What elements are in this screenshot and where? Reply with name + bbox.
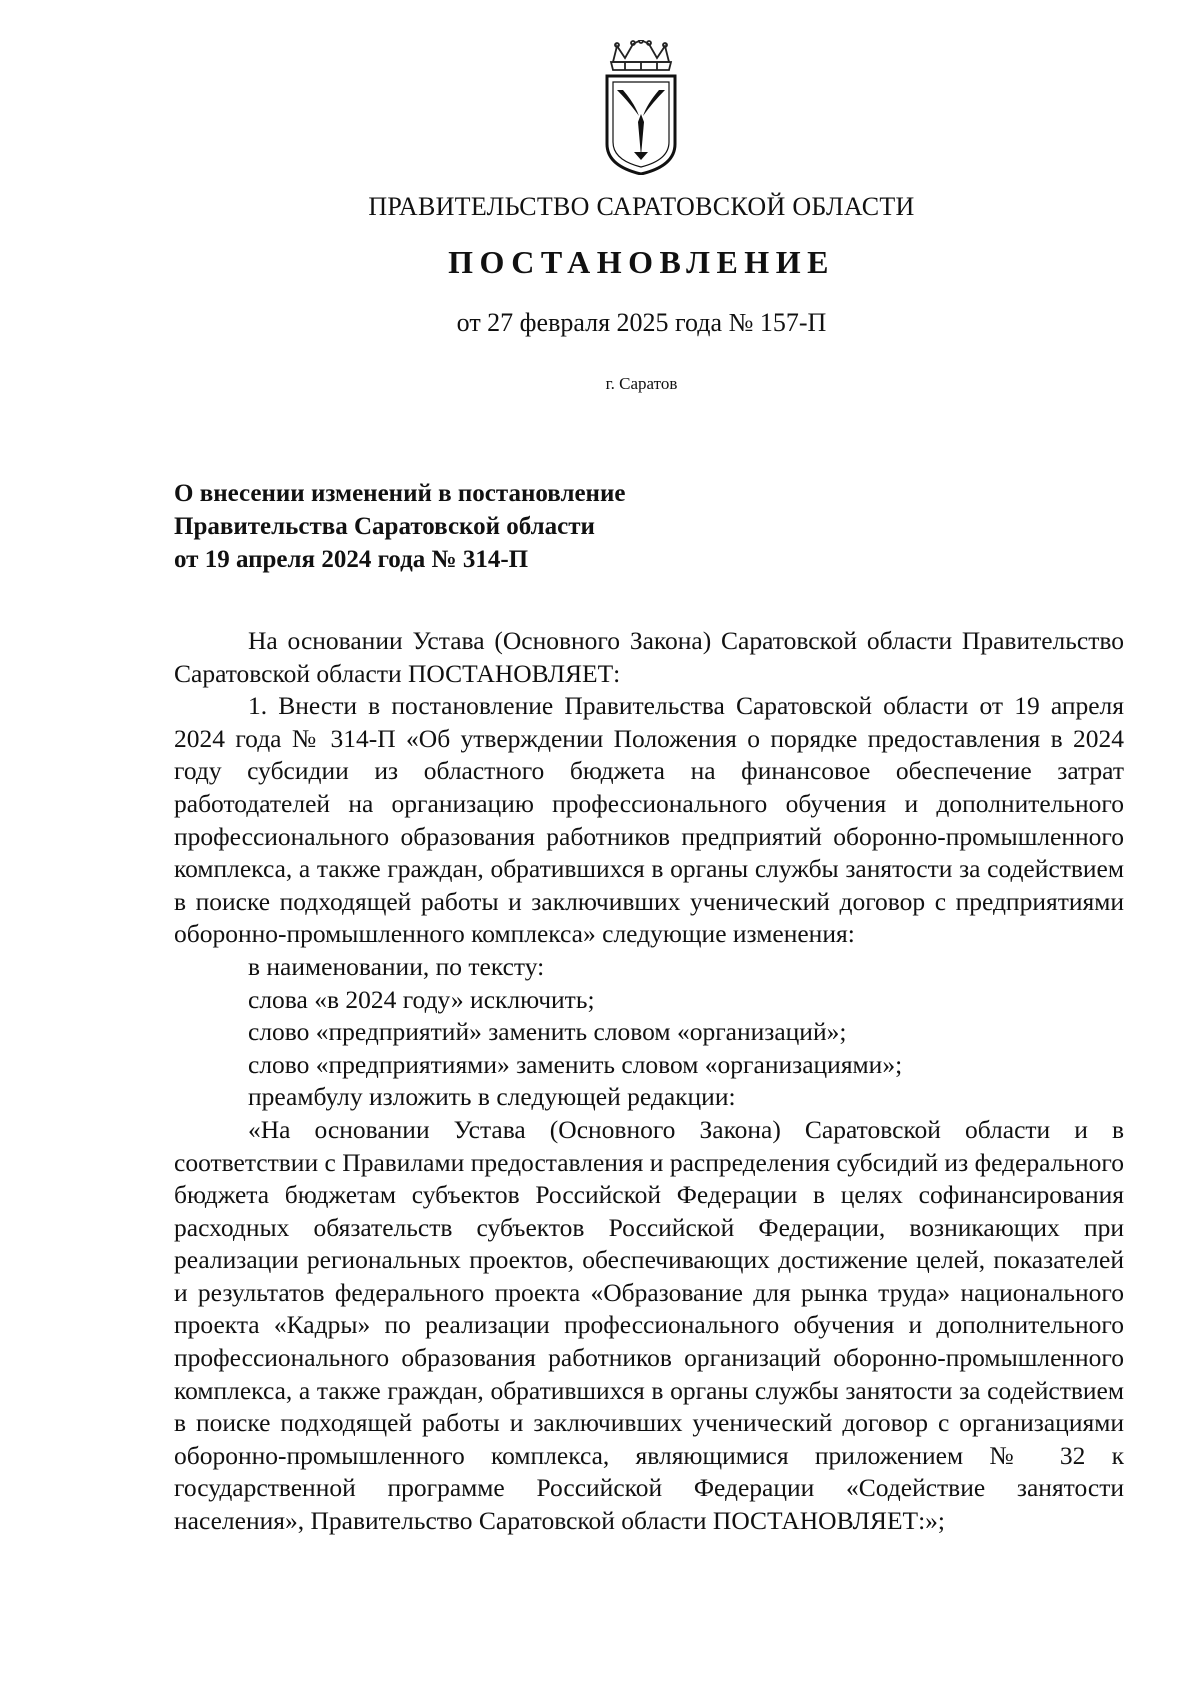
paragraph-item-1: 1. Внести в постановление Правительства Саратовской области от 19 апреля 2024 года № 314-П «Об утверждении Положения о порядке предоставления в 2024 году субсидии из областного бюджета на финансовое обеспечение затрат работодателей на организацию профессионального обучения и дополнительного профессионального образования работников предприятий оборонно-промышленного комплекса, а также граждан, обратившихся в органы службы занятости за содействием в поиске подходящей работы и заключивших ученический договор с предприятиями оборонно-промышленного комплекса» следующие изменения: (174, 691, 1124, 949)
decree-city: г. Саратов (605, 374, 678, 393)
paragraph-new-preamble: «На основании Устава (Основного Закона) Саратовской области и в соответствии с Правилами предоставления и распределения субсидий из федерального бюджета бюджетам субъектов Российской Федерации в целях софинансирования расходных обязательств субъектов Российской Федерации, возникающих при реализации региональных проектов, обеспечивающих достижение целей, показателей и результатов федерального проекта «Образование для рынка труда» национального проекта «Кадры» по реализации профессионального обучения и дополнительного профессионального образования работников организаций оборонно-промышленного комплекса, а также граждан, обратившихся в органы службы занятости за содействием в поиске подходящей работы и заключивших ученический договор с организациями оборонно-промышленного комплекса, являющимися приложением № 32 к государственной программе Российской Федерации «Содействие занятости населения», Правительство Саратовской области ПОСТАНОВЛЯЕТ:»; (174, 1114, 1124, 1536)
paragraph-change-name: в наименовании, по тексту: (248, 951, 545, 981)
paragraph-change-words-year: слова «в 2024 году» исключить; (248, 984, 595, 1014)
government-title: ПРАВИТЕЛЬСТВО САРАТОВСКОЙ ОБЛАСТИ (368, 192, 915, 221)
subject-line-1: О внесении изменений в постановление (174, 480, 626, 507)
coat-of-arms-icon (601, 40, 681, 175)
document-type-title: ПОСТАНОВЛЕНИЕ (448, 244, 835, 280)
subject-line-3: от 19 апреля 2024 года № 314-П (174, 546, 529, 573)
paragraph-preamble: На основании Устава (Основного Закона) Саратовской области Правительство Саратовской области ПОСТАНОВЛЯЕТ: (174, 626, 1124, 688)
paragraph-change-word-enterprises: слово «предприятий» заменить словом «организаций»; (248, 1017, 847, 1047)
decree-body (174, 625, 1124, 1538)
paragraph-change-word-enterprises-instr: слово «предприятиями» заменить словом «организациями»; (248, 1049, 903, 1079)
decree-subject (174, 477, 734, 576)
subject-line-2: Правительства Саратовской области (174, 513, 595, 540)
paragraph-preamble-intro: преамбулу изложить в следующей редакции: (248, 1082, 736, 1112)
decree-date-number: от 27 февраля 2025 года № 157-П (456, 308, 827, 337)
